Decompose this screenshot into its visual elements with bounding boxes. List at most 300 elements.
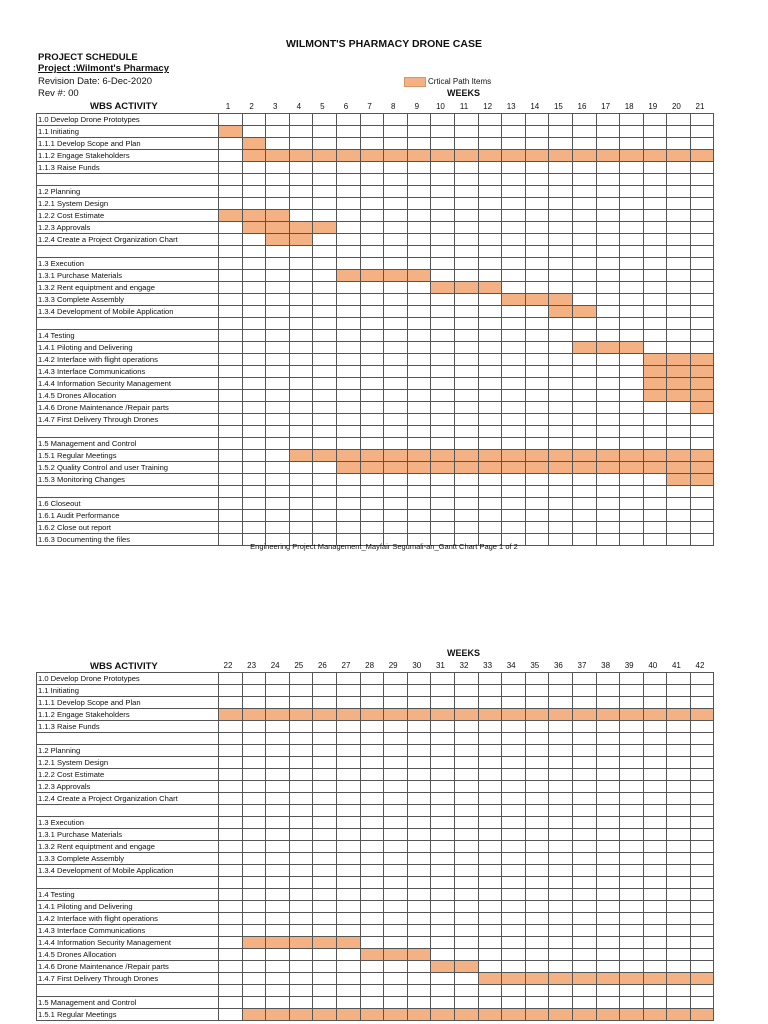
critical-path-bar-cell bbox=[549, 306, 573, 318]
week-cell bbox=[384, 805, 408, 817]
activity-cell: 1.2 Planning bbox=[37, 745, 219, 757]
week-cell bbox=[620, 985, 644, 997]
week-cell bbox=[643, 901, 667, 913]
week-cell bbox=[384, 402, 408, 414]
week-cell bbox=[643, 138, 667, 150]
week-cell bbox=[667, 961, 691, 973]
critical-path-bar-cell bbox=[360, 270, 384, 282]
week-cell bbox=[384, 769, 408, 781]
week-cell bbox=[266, 913, 290, 925]
week-number: 4 bbox=[296, 102, 302, 111]
table-row bbox=[37, 889, 714, 901]
week-cell bbox=[690, 438, 714, 450]
week-cell bbox=[384, 510, 408, 522]
activity-cell: 1.5 Management and Control bbox=[37, 997, 219, 1009]
week-cell bbox=[313, 318, 337, 330]
activity-cell: 1.1.2 Engage Stakeholders bbox=[37, 150, 219, 162]
week-cell bbox=[266, 901, 290, 913]
week-cell bbox=[289, 126, 313, 138]
week-cell bbox=[407, 138, 431, 150]
week-cell bbox=[620, 877, 644, 889]
week-cell bbox=[384, 114, 408, 126]
week-cell bbox=[360, 318, 384, 330]
week-cell bbox=[572, 985, 596, 997]
week-cell bbox=[549, 685, 573, 697]
week-cell bbox=[407, 745, 431, 757]
week-cell bbox=[384, 210, 408, 222]
week-cell bbox=[219, 138, 243, 150]
week-cell bbox=[360, 937, 384, 949]
week-cell bbox=[266, 949, 290, 961]
critical-path-bar-cell bbox=[431, 282, 455, 294]
week-number: 31 bbox=[435, 661, 445, 670]
week-cell bbox=[289, 985, 313, 997]
week-cell bbox=[431, 805, 455, 817]
week-cell bbox=[336, 330, 360, 342]
week-cell bbox=[454, 685, 478, 697]
critical-path-bar-cell bbox=[549, 462, 573, 474]
week-cell bbox=[620, 162, 644, 174]
week-cell bbox=[502, 673, 526, 685]
week-cell bbox=[502, 282, 526, 294]
week-cell bbox=[336, 354, 360, 366]
week-cell bbox=[454, 769, 478, 781]
week-number: 41 bbox=[671, 661, 681, 670]
week-cell bbox=[690, 318, 714, 330]
week-cell bbox=[549, 486, 573, 498]
week-cell bbox=[454, 877, 478, 889]
week-cell bbox=[242, 282, 266, 294]
week-number: 10 bbox=[435, 102, 445, 111]
week-number: 17 bbox=[601, 102, 611, 111]
week-cell bbox=[336, 486, 360, 498]
activity-cell: 1.5.1 Regular Meetings bbox=[37, 1009, 219, 1021]
critical-path-bar-cell bbox=[690, 150, 714, 162]
week-cell bbox=[219, 354, 243, 366]
week-cell bbox=[572, 829, 596, 841]
week-cell bbox=[549, 997, 573, 1009]
critical-path-bar-cell bbox=[313, 1009, 337, 1021]
week-cell bbox=[502, 210, 526, 222]
week-cell bbox=[478, 330, 502, 342]
week-cell bbox=[407, 877, 431, 889]
week-cell bbox=[667, 793, 691, 805]
week-cell bbox=[407, 901, 431, 913]
week-cell bbox=[596, 294, 620, 306]
week-cell bbox=[360, 474, 384, 486]
table-row bbox=[37, 210, 714, 222]
week-cell bbox=[690, 673, 714, 685]
week-cell bbox=[219, 913, 243, 925]
week-cell bbox=[596, 817, 620, 829]
week-cell bbox=[242, 985, 266, 997]
week-cell bbox=[620, 126, 644, 138]
week-cell bbox=[525, 673, 549, 685]
week-cell bbox=[572, 745, 596, 757]
week-cell bbox=[549, 402, 573, 414]
critical-path-bar-cell bbox=[667, 973, 691, 985]
week-cell bbox=[431, 925, 455, 937]
week-cell bbox=[620, 961, 644, 973]
critical-path-bar-cell bbox=[478, 973, 502, 985]
week-cell bbox=[667, 330, 691, 342]
document-title: WILMONT'S PHARMACY DRONE CASE bbox=[286, 38, 482, 50]
week-cell bbox=[525, 510, 549, 522]
week-cell bbox=[596, 889, 620, 901]
week-cell bbox=[360, 733, 384, 745]
critical-path-bar-cell bbox=[407, 450, 431, 462]
week-cell bbox=[643, 721, 667, 733]
critical-path-bar-cell bbox=[549, 294, 573, 306]
week-cell bbox=[690, 745, 714, 757]
week-cell bbox=[572, 270, 596, 282]
week-cell bbox=[643, 733, 667, 745]
week-cell bbox=[431, 937, 455, 949]
week-cell bbox=[431, 222, 455, 234]
week-cell bbox=[360, 973, 384, 985]
week-cell bbox=[620, 901, 644, 913]
activity-cell: 1.1.1 Develop Scope and Plan bbox=[37, 697, 219, 709]
week-cell bbox=[242, 114, 266, 126]
week-cell bbox=[219, 114, 243, 126]
week-cell bbox=[549, 841, 573, 853]
week-cell bbox=[596, 721, 620, 733]
week-cell bbox=[690, 805, 714, 817]
week-cell bbox=[643, 318, 667, 330]
critical-path-bar-cell bbox=[525, 450, 549, 462]
critical-path-bar-cell bbox=[478, 282, 502, 294]
week-cell bbox=[313, 330, 337, 342]
week-cell bbox=[690, 829, 714, 841]
week-cell bbox=[478, 925, 502, 937]
week-cell bbox=[667, 769, 691, 781]
critical-path-bar-cell bbox=[690, 366, 714, 378]
critical-path-bar-cell bbox=[667, 378, 691, 390]
activity-cell: 1.4.6 Drone Maintenance /Repair parts bbox=[37, 961, 219, 973]
week-cell bbox=[219, 745, 243, 757]
activity-cell bbox=[37, 174, 219, 186]
week-cell bbox=[266, 138, 290, 150]
week-cell bbox=[690, 889, 714, 901]
activity-cell: 1.6.2 Close out report bbox=[37, 522, 219, 534]
week-cell bbox=[431, 366, 455, 378]
week-cell bbox=[266, 354, 290, 366]
critical-path-bar-cell bbox=[431, 961, 455, 973]
week-cell bbox=[289, 378, 313, 390]
week-cell bbox=[596, 769, 620, 781]
week-cell bbox=[596, 366, 620, 378]
critical-path-bar-cell bbox=[384, 450, 408, 462]
week-cell bbox=[502, 234, 526, 246]
week-cell bbox=[219, 865, 243, 877]
critical-path-bar-cell bbox=[242, 138, 266, 150]
week-cell bbox=[242, 829, 266, 841]
week-cell bbox=[454, 793, 478, 805]
week-cell bbox=[478, 258, 502, 270]
week-cell bbox=[502, 318, 526, 330]
week-cell bbox=[478, 294, 502, 306]
week-cell bbox=[690, 210, 714, 222]
critical-path-bar-cell bbox=[502, 294, 526, 306]
week-cell bbox=[431, 769, 455, 781]
week-cell bbox=[572, 853, 596, 865]
week-cell bbox=[454, 414, 478, 426]
week-cell bbox=[313, 126, 337, 138]
table-row bbox=[37, 330, 714, 342]
week-cell bbox=[643, 937, 667, 949]
week-cell bbox=[336, 318, 360, 330]
week-cell bbox=[478, 318, 502, 330]
week-cell bbox=[313, 925, 337, 937]
week-cell bbox=[502, 877, 526, 889]
week-cell bbox=[596, 486, 620, 498]
table-row bbox=[37, 925, 714, 937]
critical-path-bar-cell bbox=[266, 709, 290, 721]
week-cell bbox=[219, 937, 243, 949]
week-cell bbox=[596, 498, 620, 510]
week-cell bbox=[454, 997, 478, 1009]
week-cell bbox=[407, 793, 431, 805]
week-cell bbox=[620, 198, 644, 210]
week-cell bbox=[643, 426, 667, 438]
week-number: 34 bbox=[506, 661, 516, 670]
week-cell bbox=[572, 126, 596, 138]
week-cell bbox=[643, 282, 667, 294]
week-cell bbox=[502, 805, 526, 817]
critical-path-bar-cell bbox=[596, 462, 620, 474]
week-cell bbox=[478, 402, 502, 414]
week-cell bbox=[667, 246, 691, 258]
week-cell bbox=[643, 186, 667, 198]
week-cell bbox=[478, 997, 502, 1009]
week-cell bbox=[384, 474, 408, 486]
week-cell bbox=[242, 306, 266, 318]
week-cell bbox=[360, 198, 384, 210]
week-cell bbox=[219, 366, 243, 378]
week-cell bbox=[643, 222, 667, 234]
week-cell bbox=[596, 733, 620, 745]
week-cell bbox=[384, 342, 408, 354]
week-cell bbox=[266, 877, 290, 889]
week-cell bbox=[525, 402, 549, 414]
week-cell bbox=[384, 937, 408, 949]
week-cell bbox=[572, 510, 596, 522]
week-cell bbox=[219, 510, 243, 522]
week-cell bbox=[431, 186, 455, 198]
week-cell bbox=[502, 246, 526, 258]
week-cell bbox=[549, 258, 573, 270]
week-cell bbox=[242, 354, 266, 366]
week-cell bbox=[289, 745, 313, 757]
week-cell bbox=[620, 757, 644, 769]
table-row bbox=[37, 985, 714, 997]
week-cell bbox=[620, 258, 644, 270]
week-cell bbox=[620, 186, 644, 198]
week-cell bbox=[313, 769, 337, 781]
week-cell bbox=[454, 985, 478, 997]
week-cell bbox=[219, 174, 243, 186]
week-cell bbox=[667, 673, 691, 685]
week-cell bbox=[313, 685, 337, 697]
week-cell bbox=[336, 757, 360, 769]
week-cell bbox=[289, 889, 313, 901]
week-cell bbox=[242, 342, 266, 354]
critical-path-bar-cell bbox=[313, 150, 337, 162]
week-cell bbox=[266, 733, 290, 745]
week-cell bbox=[289, 282, 313, 294]
week-cell bbox=[242, 721, 266, 733]
week-cell bbox=[525, 685, 549, 697]
week-cell bbox=[384, 174, 408, 186]
week-cell bbox=[242, 378, 266, 390]
week-cell bbox=[620, 318, 644, 330]
week-cell bbox=[407, 757, 431, 769]
week-cell bbox=[266, 438, 290, 450]
critical-path-bar-cell bbox=[431, 450, 455, 462]
week-number: 16 bbox=[577, 102, 587, 111]
week-cell bbox=[572, 498, 596, 510]
week-cell bbox=[478, 162, 502, 174]
week-cell bbox=[690, 510, 714, 522]
week-cell bbox=[242, 889, 266, 901]
week-cell bbox=[242, 390, 266, 402]
week-cell bbox=[454, 330, 478, 342]
week-cell bbox=[454, 937, 478, 949]
week-cell bbox=[478, 186, 502, 198]
week-cell bbox=[384, 721, 408, 733]
week-cell bbox=[454, 354, 478, 366]
week-cell bbox=[454, 186, 478, 198]
week-cell bbox=[690, 781, 714, 793]
week-cell bbox=[266, 817, 290, 829]
week-cell bbox=[431, 234, 455, 246]
week-cell bbox=[219, 973, 243, 985]
week-cell bbox=[549, 270, 573, 282]
week-cell bbox=[266, 486, 290, 498]
week-cell bbox=[360, 366, 384, 378]
activity-cell: 1.3.3 Complete Assembly bbox=[37, 294, 219, 306]
week-cell bbox=[219, 246, 243, 258]
week-cell bbox=[407, 414, 431, 426]
week-cell bbox=[525, 913, 549, 925]
week-cell bbox=[620, 438, 644, 450]
week-cell bbox=[289, 769, 313, 781]
week-cell bbox=[289, 486, 313, 498]
table-row bbox=[37, 138, 714, 150]
critical-path-bar-cell bbox=[360, 949, 384, 961]
week-cell bbox=[313, 486, 337, 498]
week-cell bbox=[596, 186, 620, 198]
week-cell bbox=[431, 270, 455, 282]
week-cell bbox=[360, 961, 384, 973]
week-cell bbox=[667, 282, 691, 294]
week-cell bbox=[454, 522, 478, 534]
week-cell bbox=[431, 522, 455, 534]
week-cell bbox=[690, 853, 714, 865]
week-cell bbox=[478, 889, 502, 901]
table-row bbox=[37, 709, 714, 721]
week-cell bbox=[384, 522, 408, 534]
week-cell bbox=[384, 390, 408, 402]
week-cell bbox=[478, 246, 502, 258]
week-cell bbox=[431, 901, 455, 913]
week-cell bbox=[572, 474, 596, 486]
week-cell bbox=[454, 733, 478, 745]
week-cell bbox=[336, 282, 360, 294]
week-cell bbox=[690, 961, 714, 973]
week-cell bbox=[549, 114, 573, 126]
week-cell bbox=[667, 997, 691, 1009]
week-cell bbox=[596, 757, 620, 769]
table-row bbox=[37, 270, 714, 282]
activity-cell: 1.3.4 Development of Mobile Application bbox=[37, 865, 219, 877]
week-cell bbox=[596, 745, 620, 757]
week-cell bbox=[549, 126, 573, 138]
week-cell bbox=[360, 414, 384, 426]
critical-path-bar-cell bbox=[549, 709, 573, 721]
week-cell bbox=[431, 721, 455, 733]
activity-cell: 1.1.3 Raise Funds bbox=[37, 721, 219, 733]
week-cell bbox=[620, 522, 644, 534]
week-cell bbox=[478, 390, 502, 402]
week-cell bbox=[313, 462, 337, 474]
week-cell bbox=[502, 841, 526, 853]
week-cell bbox=[360, 925, 384, 937]
week-cell bbox=[289, 342, 313, 354]
critical-path-bar-cell bbox=[525, 709, 549, 721]
week-cell bbox=[690, 282, 714, 294]
week-cell bbox=[407, 985, 431, 997]
week-cell bbox=[313, 474, 337, 486]
critical-path-bar-cell bbox=[336, 270, 360, 282]
week-cell bbox=[360, 510, 384, 522]
week-cell bbox=[525, 486, 549, 498]
week-cell bbox=[502, 889, 526, 901]
week-cell bbox=[266, 522, 290, 534]
activity-cell: 1.4.4 Information Security Management bbox=[37, 937, 219, 949]
week-cell bbox=[431, 114, 455, 126]
critical-path-bar-cell bbox=[431, 150, 455, 162]
week-cell bbox=[336, 378, 360, 390]
critical-path-bar-cell bbox=[478, 450, 502, 462]
week-cell bbox=[667, 817, 691, 829]
week-cell bbox=[620, 474, 644, 486]
week-cell bbox=[360, 985, 384, 997]
critical-path-bar-cell bbox=[407, 949, 431, 961]
week-cell bbox=[572, 390, 596, 402]
critical-path-bar-cell bbox=[502, 1009, 526, 1021]
week-cell bbox=[431, 510, 455, 522]
week-cell bbox=[596, 306, 620, 318]
week-cell bbox=[313, 210, 337, 222]
week-cell bbox=[478, 901, 502, 913]
week-cell bbox=[360, 210, 384, 222]
week-cell bbox=[502, 138, 526, 150]
week-cell bbox=[360, 138, 384, 150]
week-cell bbox=[313, 721, 337, 733]
week-cell bbox=[572, 234, 596, 246]
week-cell bbox=[266, 450, 290, 462]
week-cell bbox=[525, 901, 549, 913]
week-cell bbox=[313, 997, 337, 1009]
week-cell bbox=[242, 757, 266, 769]
table-row bbox=[37, 162, 714, 174]
week-cell bbox=[667, 925, 691, 937]
week-cell bbox=[620, 817, 644, 829]
week-cell bbox=[525, 270, 549, 282]
week-cell bbox=[643, 510, 667, 522]
week-cell bbox=[667, 841, 691, 853]
